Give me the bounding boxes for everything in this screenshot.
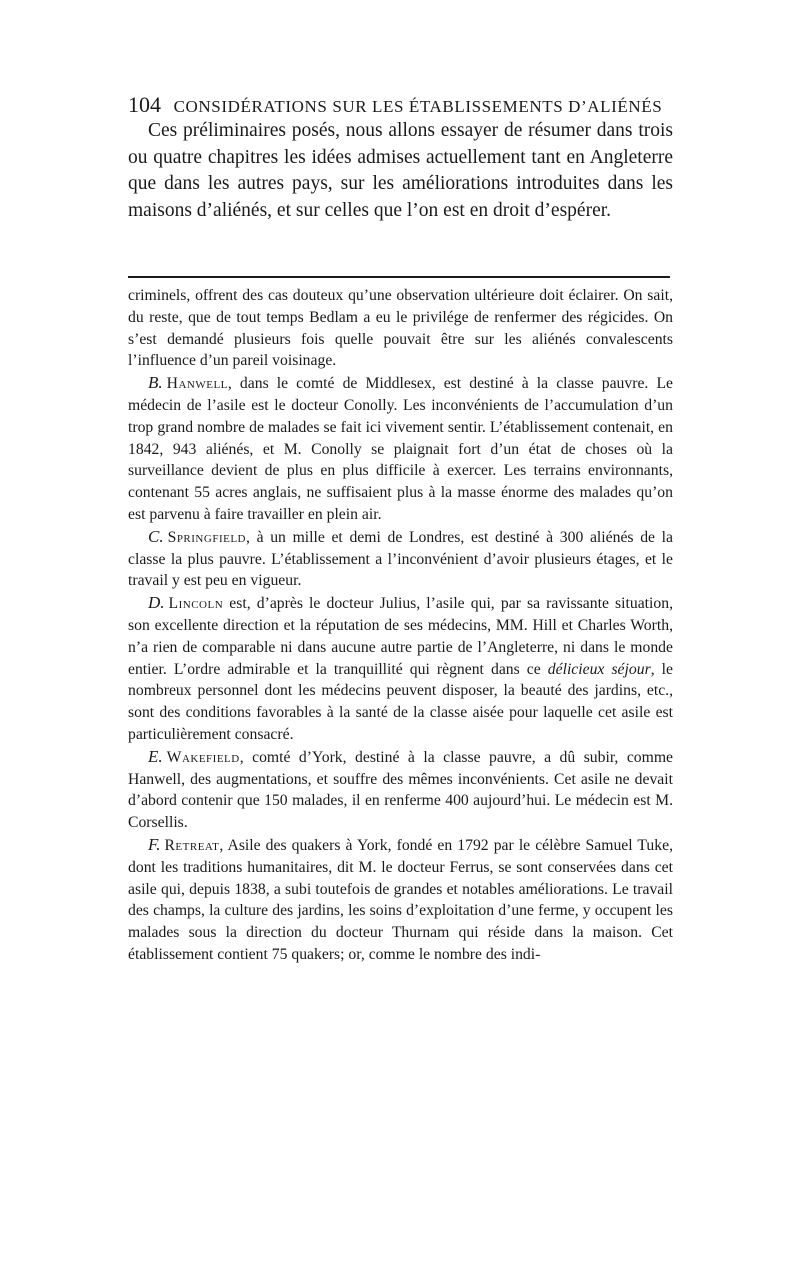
item-letter: F.: [148, 834, 161, 854]
footnote-item-retreat: [128, 834, 673, 966]
place-name: Retreat: [164, 836, 220, 854]
item-text: , Asile des quakers à York, fondé en 1792 par le célèbre Samuel Tuke, dont les traditions humanitaires, dit M. le docteur Ferrus, se sont conservées dans cet asile qui, depuis 1838, a subi toutefois de grandes et notables améliorations. Le travail des champs, la culture des jardins, les soins d’exploitation d’une ferme, y occupent les malades sous la direction du docteur Thurnam qui réside dans la maison. Cet établissement contient 75 quakers; or, comme le nombre des indi-: [128, 836, 673, 963]
running-title: CONSIDÉRATIONS SUR LES ÉTABLISSEMENTS D’ALIÉNÉS: [173, 97, 663, 116]
item-text-after: , le nombreux personnel dont les médecins peuvent disposer, la beauté des jardins, etc., sont des conditions favorables à la santé de la classe aisée pour laquelle cet asile est particulièrement consacré.: [128, 660, 673, 743]
page-header: [128, 92, 673, 118]
intro-paragraph: Ces préliminaires posés, nous allons essayer de résumer dans trois ou quatre chapitres les idées admises actuellement tant en Angleterre que dans les autres pays, sur les améliorations introduites dans les maisons d’aliénés, et sur celles que l’on est en droit d’espérer.: [128, 120, 673, 221]
item-letter: B.: [148, 373, 163, 393]
item-text: , dans le comté de Middlesex, est destiné à la classe pauvre. Le médecin de l’asile est le docteur Conolly. Les inconvénients de l’accumulation d’un trop grand nombre de malades se fait ici vivement sentir. L’établissement contenait, en 1842, 943 aliénés, et M. Conolly se plaignait fort d’un état de choses où la surveillance devient de plus en plus difficile à exercer. Les terrains environnants, contenant 55 acres anglais, ne suffisaient plus à la masse énorme des malades qu’on est parvenu à faire travailler en plein air.: [128, 375, 673, 523]
place-name: Hanwell: [166, 375, 228, 393]
item-text: est, d’après le docteur Julius, l’asile qui, par sa ravissante situation, son excellente direction et la réputation de ses médecins, MM. Hill et Charles Worth, n’a rien de comparable ni dans aucune autre partie de l’Angleterre, ni dans le monde entier. L’ordre admirable et la tranquillité qui règnent dans ce: [128, 595, 673, 678]
footnote-item-hanwell: [128, 372, 673, 526]
footnote-continuation: criminels, offrent des cas douteux qu’une observation ultérieure doit éclairer. On sait, du reste, que de tout temps Bedlam a eu le privilége de renfermer des régicides. On s’est demandé plusieurs fois quelle pouvait être sur les aliénés convalescents l’influence d’un pareil voisinage.: [128, 287, 673, 370]
item-letter: D.: [148, 593, 165, 613]
footnote-item-wakefield: [128, 746, 673, 834]
main-text: [128, 118, 673, 224]
item-letter: C.: [148, 526, 164, 546]
place-name: Springfield: [167, 528, 246, 546]
footnote-item-springfield: [128, 526, 673, 592]
footnote-block: [128, 285, 673, 966]
page-number: 104: [128, 92, 161, 117]
item-italic-text: délicieux séjour: [547, 660, 651, 678]
item-letter: E.: [148, 746, 163, 766]
item-text: , comté d’York, destiné à la classe pauvre, a dû subir, comme Hanwell, des augmentations, et souffre des mêmes inconvénients. Cet asile ne devait d’abord contenir que 150 malades, il en renferme 400 aujourd’hui. Le médecin est M. Corsellis.: [128, 748, 673, 832]
item-text: , à un mille et demi de Londres, est destiné à 300 aliénés de la classe la plus pauvre. L’établissement a l’inconvénient d’avoir plusieurs étages, et le travail y est peu en vigueur.: [128, 528, 673, 590]
place-name: Lincoln: [168, 595, 224, 613]
footnote-item-lincoln: [128, 592, 673, 746]
place-name: Wakefield: [166, 748, 240, 766]
footnote-separator: [128, 276, 670, 278]
